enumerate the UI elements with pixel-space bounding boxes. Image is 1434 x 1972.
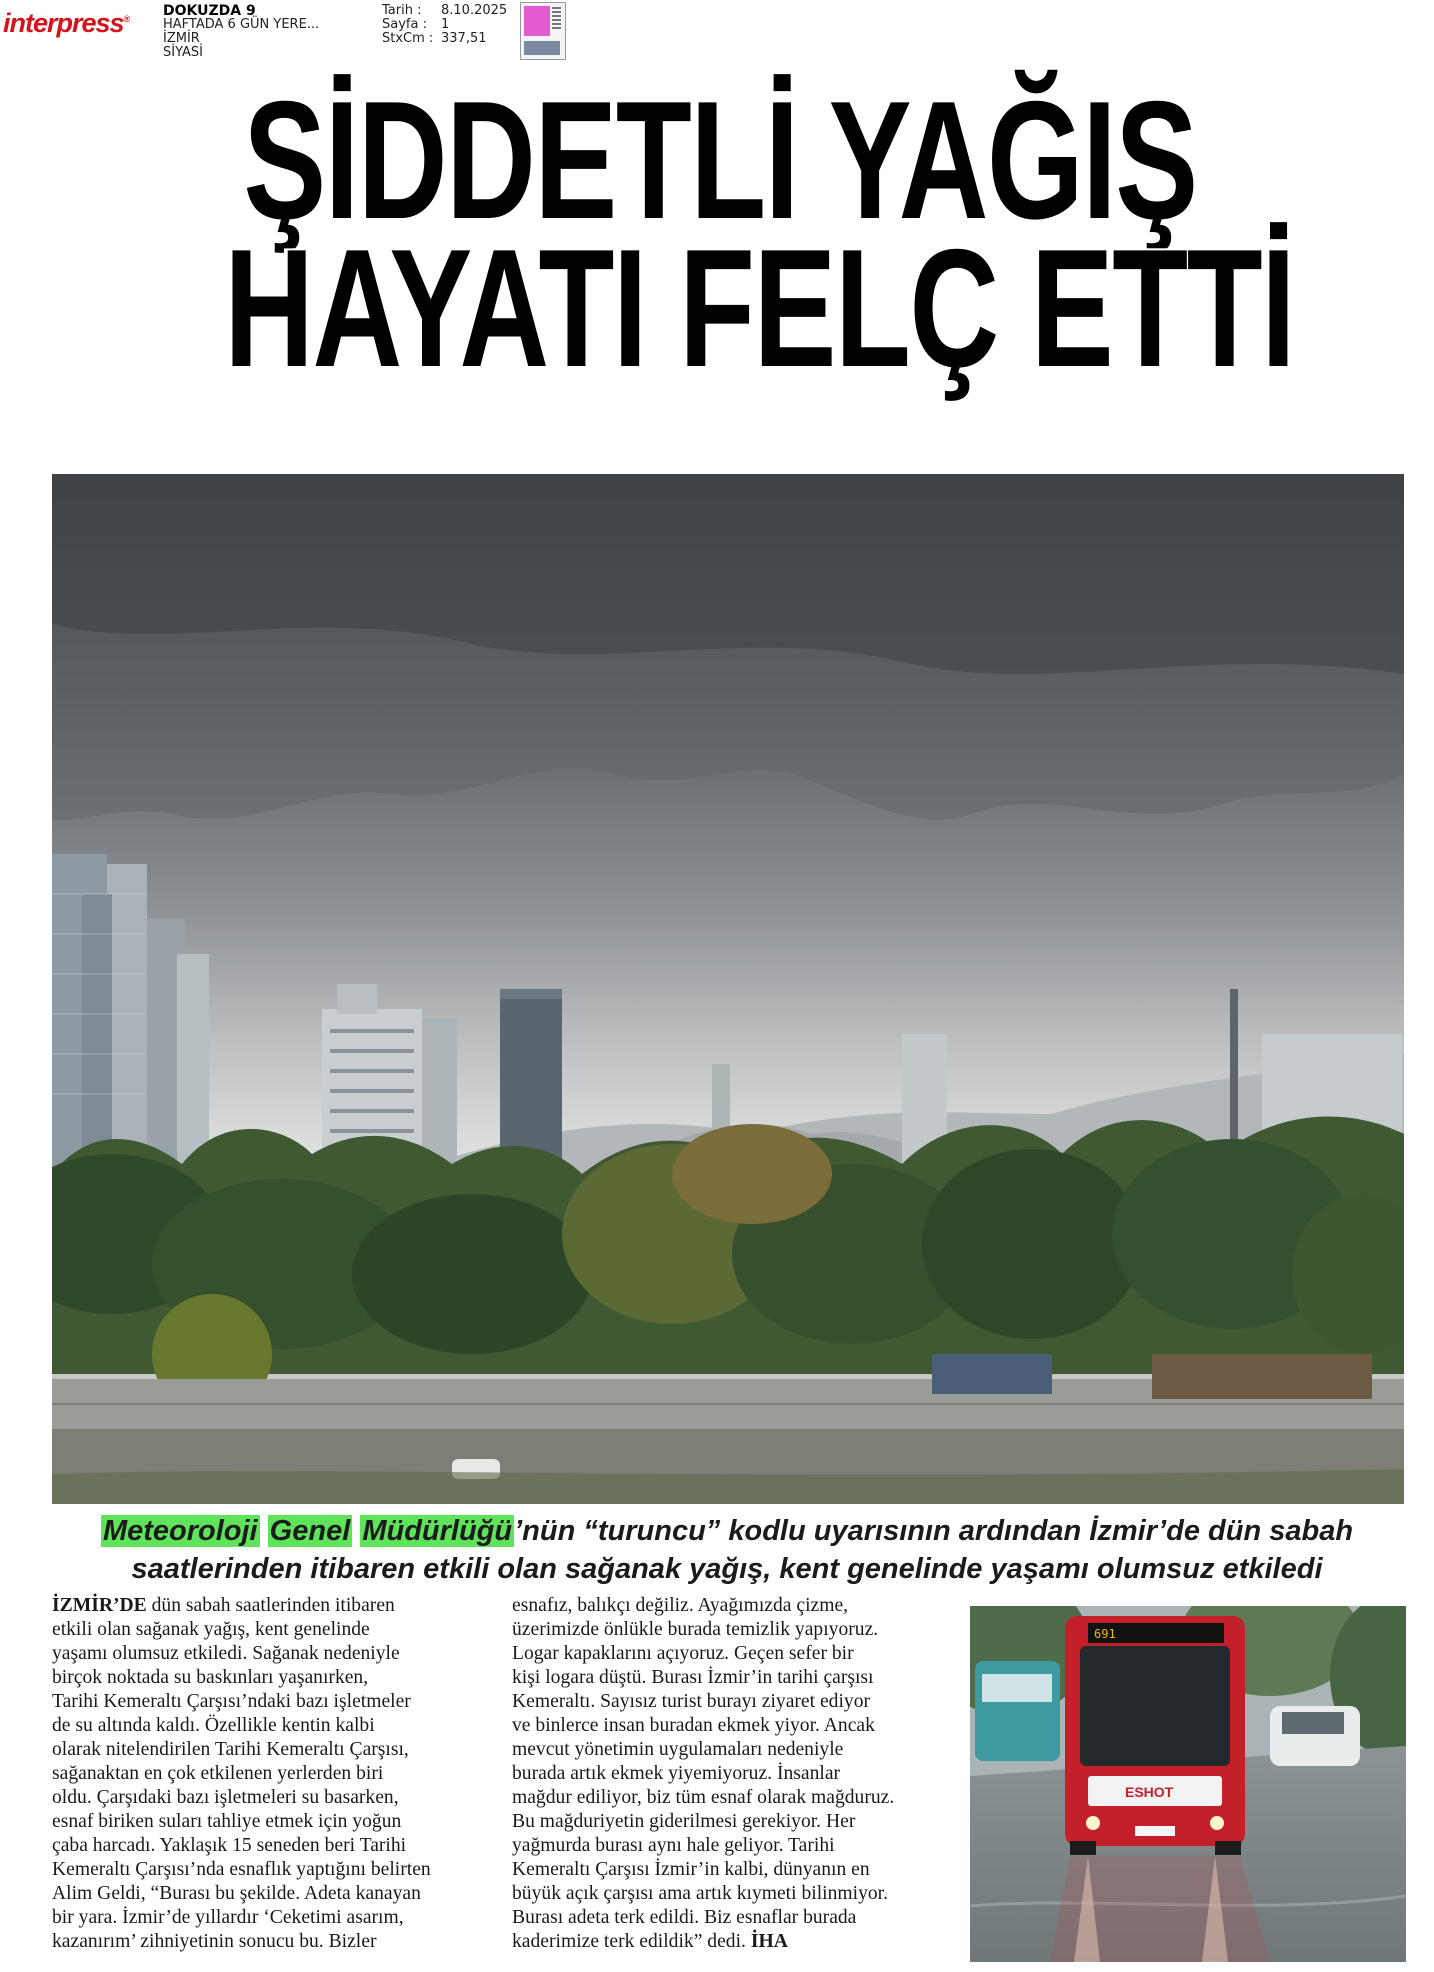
body-line: burada artık ekmek yiyemiyoruz. İnsanlar — [512, 1763, 841, 1784]
logo-mark: ® — [123, 14, 130, 24]
headline — [224, 66, 1295, 402]
body-line: de su altında kaldı. Özellikle kentin kalbi — [52, 1715, 375, 1736]
article-deck — [60, 1512, 1394, 1588]
date-value: 8.10.2025 — [441, 3, 508, 18]
size-label: StxCm : — [382, 31, 434, 46]
category: SİYASİ — [163, 45, 203, 60]
body-line: esnaf biriken suları tahliye etmek için yoğun — [52, 1811, 402, 1832]
page-value: 1 — [441, 17, 450, 32]
publication-info — [163, 4, 319, 60]
deck-highlight-1: Meteoroloji — [102, 1515, 258, 1547]
body-line: sağanaktan en çok etkilenen yerlerden biri — [52, 1763, 384, 1784]
body-line: üzerimizde önlükle burada temizlik yapıyoruz. — [512, 1619, 879, 1640]
body-line: etkili olan sağanak yağış, kent genelinde — [52, 1619, 370, 1640]
headline-line-2: HAYATI FELÇ ETTİ — [224, 214, 1295, 402]
bus-illustration — [970, 1606, 1406, 1962]
body-line: İZMİR’DE dün sabah saatlerinden itibaren — [52, 1595, 395, 1616]
body-line: büyük açık çarşısı ama artık kıymeti bilinmiyor. — [512, 1883, 889, 1904]
svg-text:691: 691 — [1094, 1627, 1116, 1641]
body-line: birçok noktada su baskınları yaşanırken, — [52, 1667, 369, 1688]
bus-in-rain-photo — [970, 1606, 1406, 1962]
page-label: Sayfa : — [382, 17, 427, 32]
body-line: yağmurda burası aynı hale geliyor. Tarihi — [512, 1835, 835, 1856]
size-value: 337,51 — [441, 31, 487, 46]
body-line: kişi logara düştü. Burası İzmir’in tarihi çarşısı — [512, 1667, 874, 1688]
deck-line-2: saatlerinden itibaren etkili olan sağanak yağış, kent genelinde yaşamı olumsuz etkiledi — [131, 1553, 1323, 1585]
body-line: mevcut yönetimin uygulamaları nedeniyle — [512, 1739, 844, 1760]
page-thumbnail[interactable] — [520, 2, 566, 60]
body-line: esnafız, balıkçı değiliz. Ayağımızda çizme, — [512, 1595, 849, 1616]
body-line: Kemeraltı Çarşısı İzmir’in kalbi, dünyanın en — [512, 1859, 870, 1880]
deck-line-1: ’nün “turuncu” kodlu uyarısının ardından İzmir’de dün sabah — [514, 1515, 1354, 1547]
body-line: Alim Geldi, “Burası bu şekilde. Adeta kanayan — [52, 1883, 421, 1904]
meta-labels — [382, 4, 433, 46]
clipping-header — [0, 0, 1434, 66]
body-line: kaderimize terk edildik” dedi. İHA — [512, 1931, 788, 1952]
lead-word: İZMİR’DE — [52, 1595, 147, 1616]
body-line: yaşamı olumsuz etkiledi. Sağanak nedeniyle — [52, 1643, 400, 1664]
body-line: Tarihi Kemeraltı Çarşısı’ndaki bazı işletmeler — [52, 1691, 411, 1712]
logo-text: interpress — [3, 8, 124, 38]
agency-signature: İHA — [750, 1931, 788, 1952]
svg-text:ESHOT: ESHOT — [1125, 1784, 1174, 1800]
body-line: Kemeraltı Çarşısı’nda esnaflık yaptığını belirten — [52, 1859, 431, 1880]
main-photo-storm-skyline — [52, 474, 1404, 1504]
deck-highlight-3: Müdürlüğü — [362, 1515, 513, 1547]
publication-name: DOKUZDA 9 — [163, 3, 256, 19]
body-line: Logar kapaklarını açıyoruz. Geçen sefer bir — [512, 1643, 854, 1664]
body-line: bir yara. İzmir’de yıllardır ‘Ceketimi asarım, — [52, 1907, 404, 1928]
body-line: olarak nitelendirilen Tarihi Kemeraltı Çarşısı, — [52, 1739, 409, 1760]
body-line: kazanırım’ zihniyetinin sonucu bu. Bizler — [52, 1931, 377, 1952]
article-column-1 — [52, 1594, 482, 1954]
story-slug: HAFTADA 6 GÜN YERE... — [163, 17, 320, 32]
body-line: Bu mağduriyetin giderilmesi gerekiyor. Her — [512, 1811, 856, 1832]
meta-values — [441, 4, 507, 46]
body-line: mağdur ediliyor, biz tüm esnaf olarak mağduruz. — [512, 1787, 895, 1808]
headline-line-1: ŞİDDETLİ YAĞIŞ — [243, 66, 1197, 254]
body-line: Burası adeta terk edildi. Biz esnaflar burada — [512, 1907, 857, 1928]
skyline-illustration — [52, 474, 1404, 1504]
body-line: ve binlerce insan buradan ekmek yiyor. Ancak — [512, 1715, 875, 1736]
article-column-2 — [512, 1594, 957, 1954]
deck-highlight-2: Genel — [269, 1515, 351, 1547]
body-line: çaba harcadı. Yaklaşık 15 seneden beri Tarihi — [52, 1835, 407, 1856]
body-line: oldu. Çarşıdaki bazı işletmeleri su basarken, — [52, 1787, 399, 1808]
interpress-logo — [3, 8, 129, 39]
region: İZMİR — [163, 31, 200, 46]
body-line: Kemeraltı. Sayısız turist burayı ziyaret ediyor — [512, 1691, 871, 1712]
date-label: Tarih : — [382, 3, 422, 18]
